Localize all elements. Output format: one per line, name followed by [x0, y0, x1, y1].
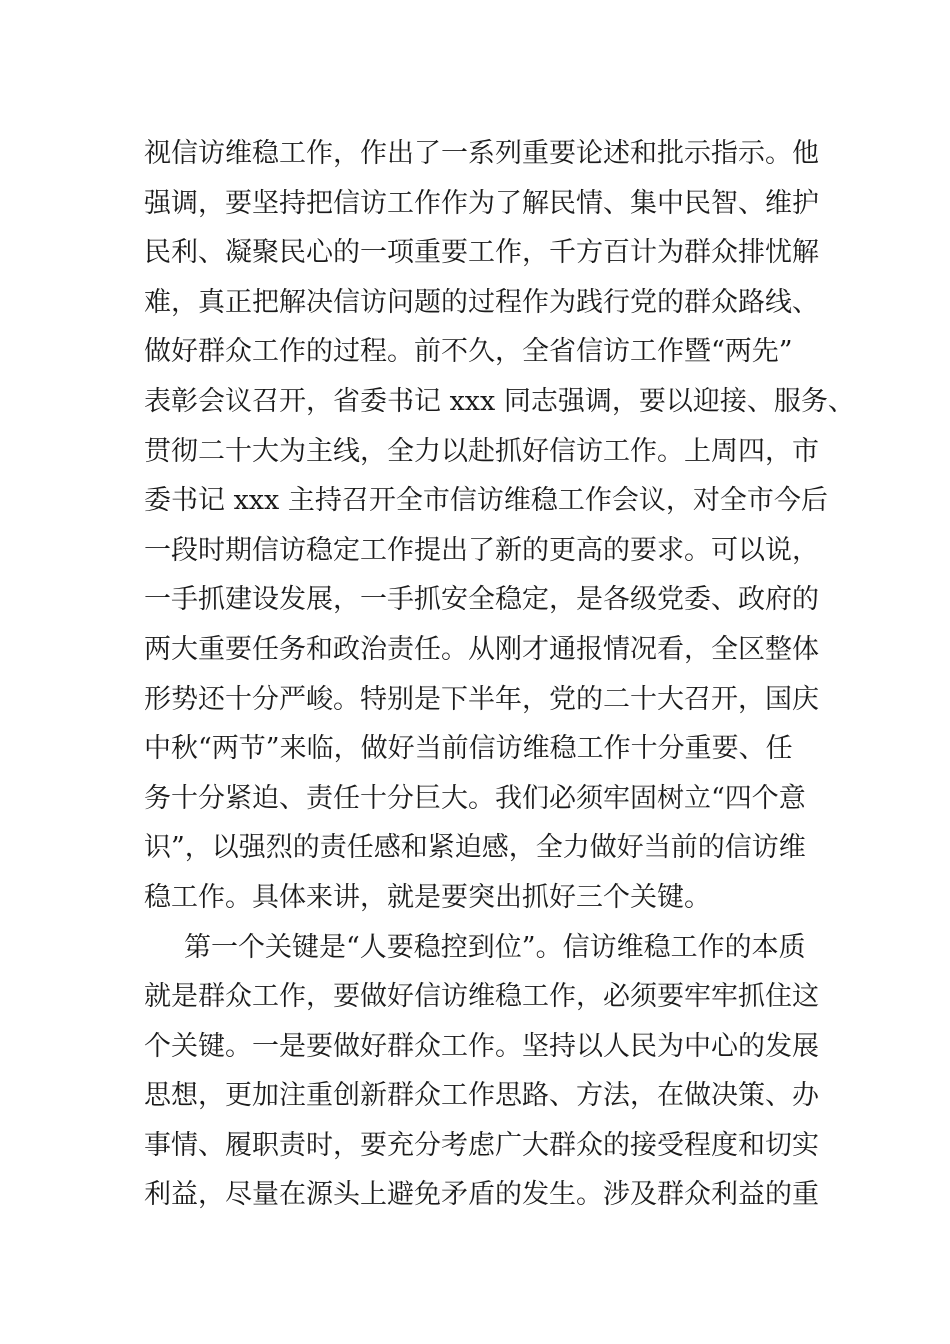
text-line: 强调，要坚持把信访工作作为了解民情、集中民智、维护 — [144, 187, 819, 219]
text-line: 务十分紧迫、责任十分巨大。我们必须牢固树立“四个意 — [144, 782, 806, 814]
text-line: 个关键。一是要做好群众工作。坚持以人民为中心的发展 — [144, 1030, 819, 1062]
text-line: 事情、履职责时，要充分考虑广大群众的接受程度和切实 — [144, 1129, 819, 1161]
text-line: 就是群众工作，要做好信访维稳工作，必须要牢牢抓住这 — [144, 981, 819, 1013]
text-line: 视信访维稳工作，作出了一系列重要论述和批示指示。他 — [144, 138, 819, 169]
text-line: 思想，更加注重创新群众工作思路、方法，在做决策、办 — [144, 1080, 819, 1112]
text-line: 表彰会议召开，省委书记 xxx 同志强调，要以迎接、服务、 — [144, 385, 855, 417]
text-line: 贯彻二十大为主线，全力以赴抓好信访工作。上周四，市 — [144, 435, 819, 467]
text-line: 识”，以强烈的责任感和紧迫感，全力做好当前的信访维 — [144, 832, 806, 864]
paragraph-start-line: 第一个关键是“人要稳控到位”。信访维稳工作的本质 — [184, 931, 806, 963]
text-line: 中秋“两节”来临，做好当前信访维稳工作十分重要、任 — [144, 733, 793, 765]
text-line: 稳工作。具体来讲，就是要突出抓好三个关键。 — [144, 881, 711, 913]
text-line: 一手抓建设发展，一手抓安全稳定，是各级党委、政府的 — [144, 584, 819, 616]
body-text — [144, 129, 855, 1220]
text-line: 难，真正把解决信访问题的过程作为践行党的群众路线、 — [144, 286, 819, 318]
text-line: 做好群众工作的过程。前不久，全省信访工作暨“两先” — [144, 336, 793, 368]
text-line: 两大重要任务和政治责任。从刚才通报情况看，全区整体 — [144, 633, 819, 665]
text-line: 形势还十分严峻。特别是下半年，党的二十大召开，国庆 — [144, 683, 819, 715]
text-line: 委书记 xxx 主持召开全市信访维稳工作会议，对全市今后 — [144, 485, 828, 517]
text-line: 民利、凝聚民心的一项重要工作，千方百计为群众排忧解 — [144, 237, 819, 269]
text-line: 利益，尽量在源头上避免矛盾的发生。涉及群众利益的重 — [144, 1179, 819, 1211]
text-line: 一段时期信访稳定工作提出了新的更高的要求。可以说， — [144, 534, 819, 566]
